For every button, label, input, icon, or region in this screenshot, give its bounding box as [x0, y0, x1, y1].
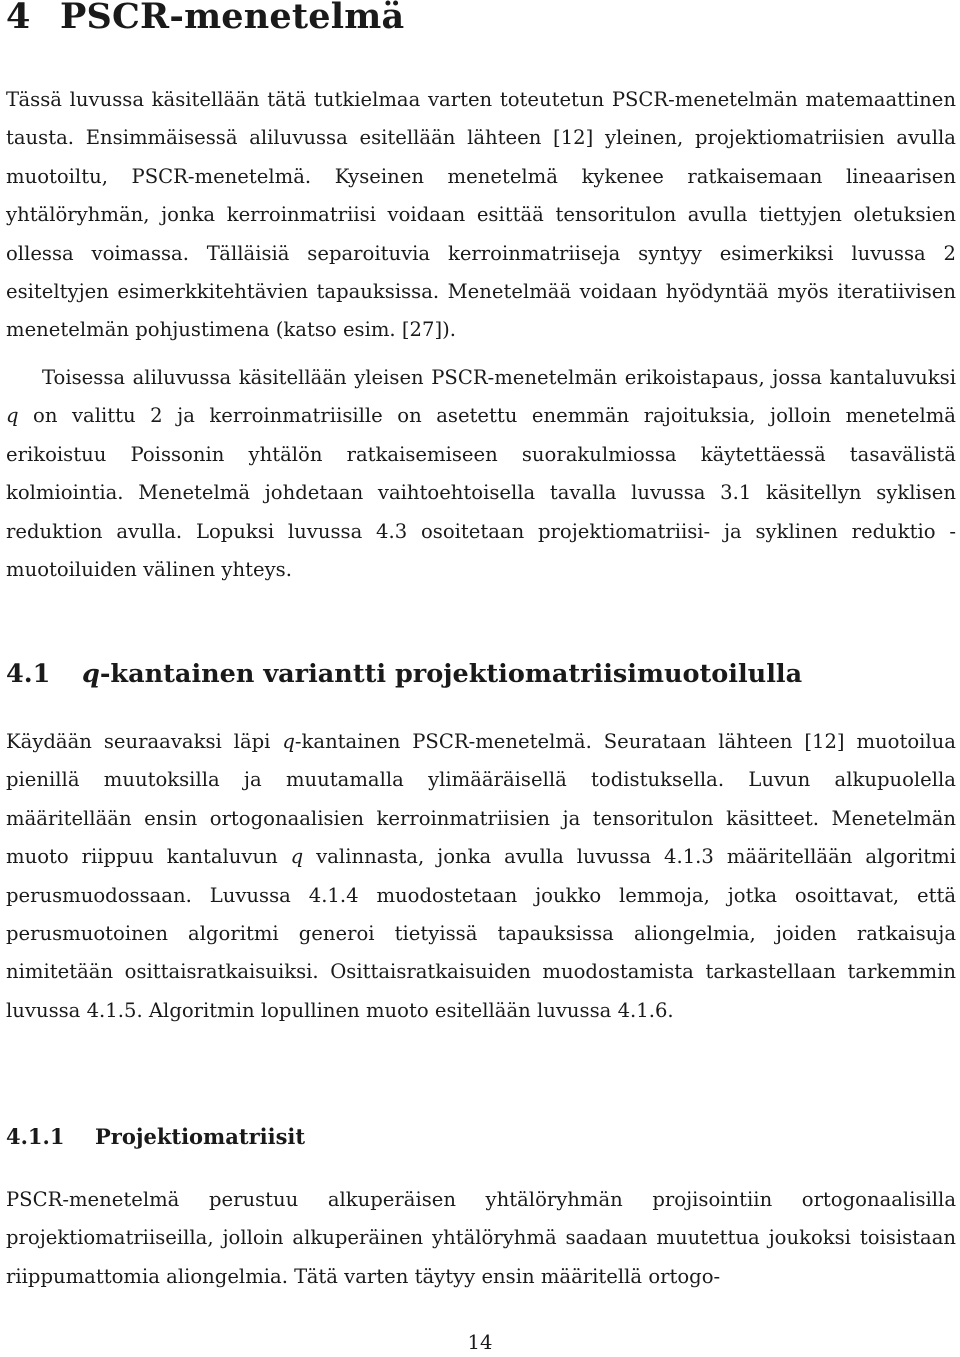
- section-number: 4.1: [6, 659, 51, 689]
- intro-paragraph-1: Tässä luvussa käsitellään tätä tutkielmaa varten toteutetun PSCR-menetelmän matemaattinen tausta. Ensimmäisessä aliluvussa esitellään lähteen [12] yleinen, projektiomatriisien avulla muotoiltu, PSCR-menetelmä. Kyseinen menetelmä kykenee ratkaisemaan lineaarisen yhtälöryhmän, jonka kerroinmatriisi voidaan esittää tensoritulon avulla tiettyjen oletuksien ollessa voimassa. Tälläisiä separoituvia kerroinmatriiseja syntyy esimerkiksi luvussa 2 esiteltyjen esimerkkitehtävien tapauksissa. Menetelmää voidaan hyödyntää myös iteratiivisen menetelmän pohjustimena (katso esim. [27]).: [6, 88, 956, 342]
- math-q: q: [6, 404, 19, 428]
- intro-p2-text-1: Toisessa aliluvussa käsitellään yleisen PSCR-menetelmän erikoistapaus, jossa kantaluvuksi: [42, 366, 956, 389]
- chapter-heading: [6, 0, 405, 37]
- subsection-paragraph-1: PSCR-menetelmä perustuu alkuperäisen yhtälöryhmän projisointiin ortogonaalisilla projektiomatriiseilla, jolloin alkuperäinen yhtälöryhmä saadaan muutettua joukoksi toisistaan riippumattomia aliongelmia. Tätä varten täytyy ensin määritellä ortogo-: [6, 1188, 956, 1288]
- section-p1-text-3: valinnasta, jonka avulla luvussa 4.1.3 määritellään algoritmi perusmuodossaan. Luvussa 4.1.4 muodostetaan joukko lemmoja, jotka osoittavat, että perusmuotoinen algoritmi generoi tietyissä tapauksissa aliongelmia, joiden ratkaisuja nimitetään osittaisratkaisuiksi. Osittaisratkaisuiden muodostamista tarkastellaan tarkemmin luvussa 4.1.5. Algoritmin lopullinen muoto esitellään luvussa 4.1.6.: [6, 845, 956, 1022]
- section-p1-text-2: -kantainen PSCR-menetelmä. Seurataan lähteen [12] muotoilua pienillä muutoksilla ja muutamalla ylimääräisellä todistuksella. Luvun alkupuolella määritellään ensin ortogonaalisien kerroinmatriisien ja tensoritulon käsitteet. Menetelmän muoto riippuu kantaluvun: [6, 730, 956, 869]
- section-paragraph-1: [6, 723, 956, 1030]
- section-heading: [6, 655, 802, 693]
- chapter-title: PSCR-menetelmä: [60, 0, 405, 37]
- subsection-number: 4.1.1: [6, 1124, 65, 1149]
- subsection-heading: [6, 1120, 305, 1154]
- math-q: q: [82, 659, 100, 689]
- chapter-number: 4: [6, 0, 31, 37]
- math-q: q: [290, 845, 304, 869]
- page-number: 14: [467, 1331, 493, 1354]
- intro-p2-text-2: on valittu 2 ja kerroinmatriisille on asetettu enemmän rajoituksia, jolloin menetelmä erikoistuu Poissonin yhtälön ratkaisemiseen suorakulmiossa käytettäessä tasavälistä kolmiointia. Menetelmä johdetaan vaihtoehtoisella tavalla luvussa 3.1 käsitellyn syklisen reduktion avulla. Lopuksi luvussa 4.3 osoitetaan projektiomatriisi- ja syklinen reduktio -muotoiluiden välinen yhteys.: [6, 404, 956, 582]
- section-p1-text-1: Käydään seuraavaksi läpi: [6, 730, 283, 753]
- math-q: q: [282, 730, 295, 753]
- section-title: -kantainen variantti projektiomatriisimuotoilulla: [99, 659, 803, 689]
- subsection-title: Projektiomatriisit: [95, 1124, 306, 1149]
- intro-paragraph-2: [6, 359, 956, 589]
